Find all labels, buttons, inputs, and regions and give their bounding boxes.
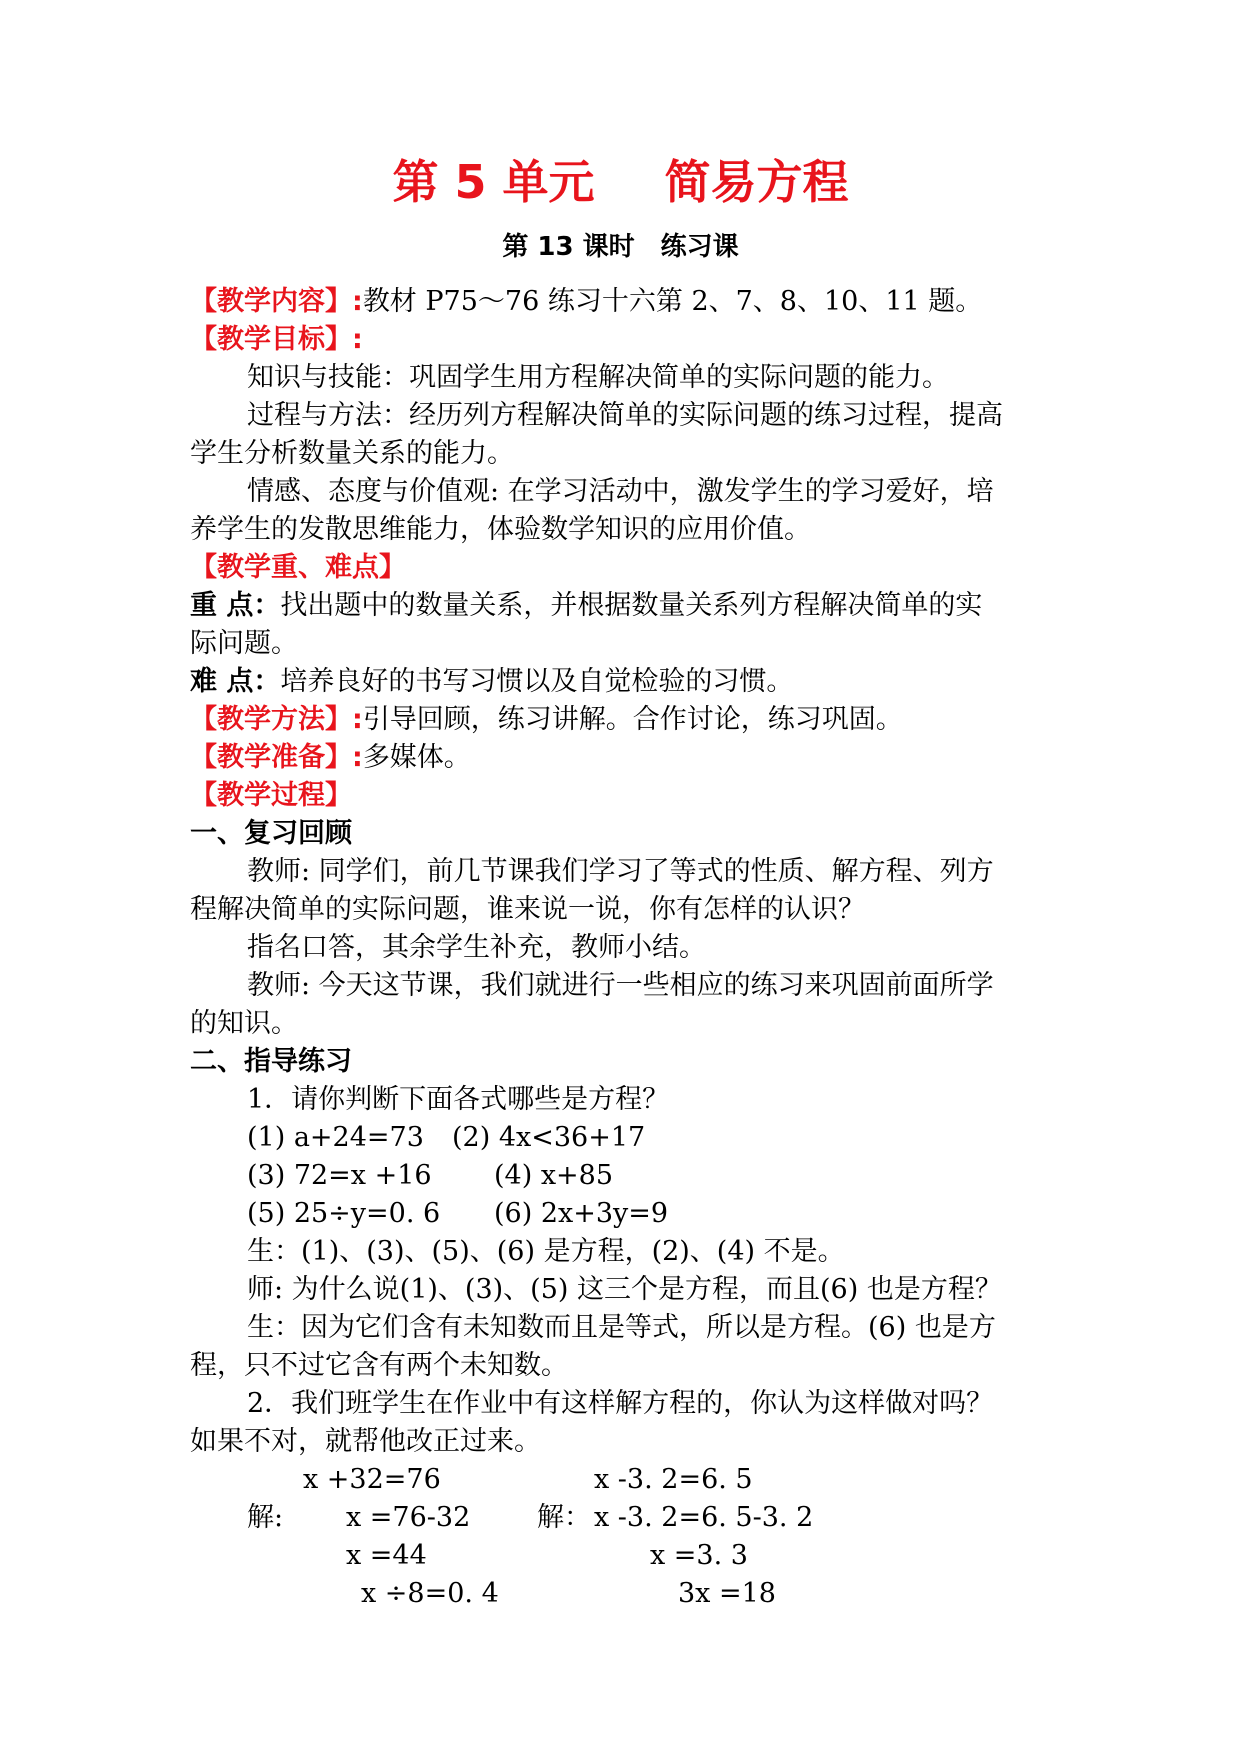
method-line [190,701,903,739]
solution-label: 解： [537,1502,591,1533]
review-line5: 的知识。 [190,1008,298,1039]
process-label: 【教学过程】 [190,780,352,811]
formula-item: (6) 2x+3y=9 [494,1198,669,1229]
equation-line: x -3. 2=6. 5-3. 2 [594,1502,814,1533]
equation-line: x +32=76 [303,1464,441,1495]
answer-line3: 生：因为它们含有未知数而且是等式，所以是方程。(6) 也是方 [247,1312,996,1343]
answer-line2: 师: 为什么说(1)、(3)、(5) 这三个是方程，而且(6) 也是方程？ [247,1274,1002,1305]
section-review-heading: 一、复习回顾 [190,818,352,849]
solution-label: 解: [247,1502,284,1533]
content-label: 【教学内容】: [190,286,363,317]
section-practice-heading: 二、指导练习 [190,1046,352,1077]
goal-process-line1: 过程与方法：经历列方程解决简单的实际问题的练习过程，提高 [247,400,1003,431]
equation-line: x =76-32 [346,1502,471,1533]
method-label: 【教学方法】: [190,704,363,735]
key-label: 【教学重、难点】 [190,552,406,583]
difficulty-text: 培养良好的书写习惯以及自觉检验的习惯。 [280,666,794,697]
formula-item: (1) a+24=73 [247,1122,424,1153]
key-point-label: 重 点： [190,590,281,621]
equation-line: x -3. 2=6. 5 [594,1464,753,1495]
formula-item: (5) 25÷y=0. 6 [247,1198,441,1229]
answer-line4: 程，只不过它含有两个未知数。 [190,1350,568,1381]
formula-item: (4) x+85 [494,1160,614,1191]
question-1: 1．请你判断下面各式哪些是方程？ [247,1084,670,1115]
goal-process-line2: 学生分析数量关系的能力。 [190,438,514,469]
content-line [190,283,982,321]
difficulty-label: 难 点： [190,666,281,697]
lesson-title [0,229,1241,265]
content-text: 教材 P75～76 练习十六第 2、7、8、10、11 题。 [362,286,983,317]
review-line2: 程解决简单的实际问题，谁来说一说，你有怎样的认识？ [190,894,865,925]
review-line3: 指名口答，其余学生补充，教师小结。 [247,932,706,963]
question-2-line2: 如果不对，就帮他改正过来。 [190,1426,541,1457]
formula-item: (3) 72=x +16 [247,1160,432,1191]
key-point-line1 [190,587,982,625]
question-2-line1: 2．我们班学生在作业中有这样解方程的，你认为这样做对吗？ [247,1388,994,1419]
goal-knowledge: 知识与技能：巩固学生用方程解决简单的实际问题的能力。 [247,362,949,393]
key-point-text: 找出题中的数量关系，并根据数量关系列方程解决简单的实 [280,590,983,621]
goals-label: 【教学目标】: [190,324,363,355]
difficulty-line [190,663,793,701]
lesson-number: 第 13 课时 [502,232,635,262]
unit-name: 简易方程 [664,155,849,209]
equation-line: x ÷8=0. 4 [361,1578,499,1609]
review-line1: 教师: 同学们，前几节课我们学习了等式的性质、解方程、列方 [247,856,994,887]
equation-line: x =44 [346,1540,427,1571]
goal-emotion-line2: 养学生的发散思维能力，体验数学知识的应用价值。 [190,514,811,545]
unit-title [0,150,1241,214]
unit-number: 第 5 单元 [392,155,595,209]
method-text: 引导回顾，练习讲解。合作讨论，练习巩固。 [362,704,903,735]
formula-item: (2) 4x<36+17 [452,1122,646,1153]
key-point-line2: 际问题。 [190,628,298,659]
prep-line [190,739,471,777]
review-line4: 教师: 今天这节课，我们就进行一些相应的练习来巩固前面所学 [247,970,994,1001]
lesson-name: 练习课 [660,232,739,262]
answer-line1: 生：(1)、(3)、(5)、(6) 是方程，(2)、(4) 不是。 [247,1236,845,1267]
prep-text: 多媒体。 [362,742,471,773]
equation-line: 3x =18 [678,1578,776,1609]
goal-emotion-line1: 情感、态度与价值观: 在学习活动中，激发学生的学习爱好，培 [247,476,994,507]
prep-label: 【教学准备】: [190,742,363,773]
equation-line: x =3. 3 [650,1540,748,1571]
